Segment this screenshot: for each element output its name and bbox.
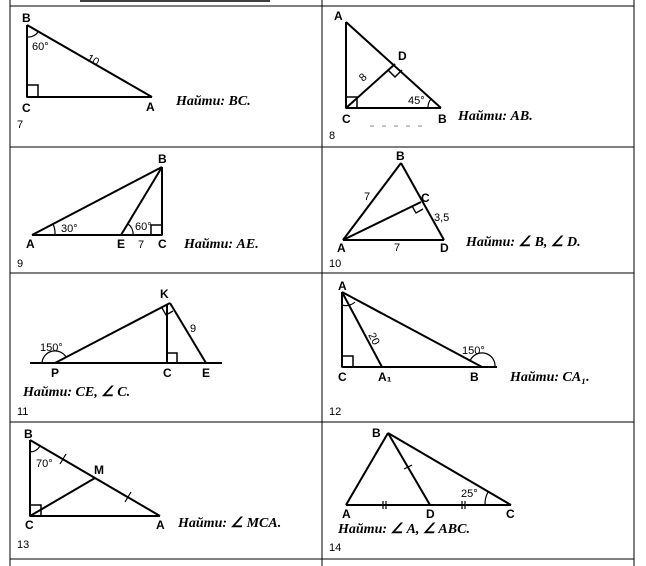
right-angle-mark-c bbox=[167, 353, 177, 363]
problem-number: 11 bbox=[17, 406, 29, 418]
point-label-c: C bbox=[338, 370, 347, 384]
right-angle-mark bbox=[412, 206, 423, 213]
problem-number: 13 bbox=[17, 539, 30, 551]
task-text: Найти: CE, ∠ C. bbox=[23, 385, 131, 400]
segment-length-label: 7 bbox=[138, 239, 145, 251]
task-text: Найти: AE. bbox=[184, 237, 259, 252]
angle-label: 70° bbox=[36, 458, 53, 470]
task-text: Найти: ∠ A, ∠ ABC. bbox=[338, 522, 470, 537]
task-text: Найти: CA₁. bbox=[510, 370, 590, 385]
angle-label: 45° bbox=[408, 95, 425, 107]
problem-8 bbox=[329, 9, 533, 142]
problem-number: 7 bbox=[17, 119, 24, 131]
problem-number: 12 bbox=[329, 406, 342, 418]
side-length-ab: 7 bbox=[364, 191, 371, 203]
angle-arc bbox=[27, 32, 38, 37]
problem-7 bbox=[17, 11, 251, 131]
point-label-c: C bbox=[163, 366, 172, 380]
point-label-c: C bbox=[22, 101, 31, 115]
problem-11 bbox=[17, 287, 222, 418]
right-angle-mark bbox=[342, 356, 353, 367]
point-label-c: C bbox=[506, 507, 515, 521]
right-angle-mark bbox=[27, 85, 38, 97]
task-text: Найти: ∠ B, ∠ D. bbox=[466, 235, 581, 250]
point-label-a: A bbox=[342, 507, 351, 521]
point-label-b: B bbox=[24, 427, 33, 441]
angle-label: 25° bbox=[461, 488, 478, 500]
point-label-a1: A₁ bbox=[378, 370, 392, 384]
problem-number: 10 bbox=[329, 258, 342, 270]
problem-13 bbox=[17, 427, 281, 551]
point-label-b: B bbox=[22, 11, 31, 25]
table-grid bbox=[10, 0, 634, 566]
task-text: Найти: ∠ MCA. bbox=[178, 516, 282, 531]
point-label-a: A bbox=[146, 100, 155, 114]
problem-12 bbox=[329, 279, 590, 418]
point-label-c: C bbox=[421, 191, 430, 205]
point-label-p: P bbox=[51, 366, 60, 380]
angle-arc bbox=[30, 446, 40, 452]
right-angle-mark-d bbox=[388, 70, 402, 77]
angle-arc bbox=[485, 492, 488, 505]
point-label-a: A bbox=[334, 9, 343, 23]
point-label-e: E bbox=[202, 366, 211, 380]
problem-number: 14 bbox=[329, 542, 342, 554]
point-label-c: C bbox=[25, 518, 34, 532]
point-label-b: B bbox=[438, 112, 447, 126]
point-label-c: C bbox=[342, 112, 351, 126]
point-label-k: K bbox=[160, 287, 169, 301]
angle-arc-a bbox=[53, 224, 55, 235]
problem-14 bbox=[329, 426, 515, 554]
problem-9 bbox=[17, 152, 259, 270]
problem-10 bbox=[329, 149, 581, 270]
side-length-label: 9 bbox=[190, 323, 197, 335]
point-label-b: B bbox=[470, 370, 479, 384]
angle-label: 150° bbox=[462, 345, 485, 357]
angle-label: 150° bbox=[40, 342, 63, 354]
point-label-a: A bbox=[338, 279, 347, 293]
angle-label-a: 30° bbox=[61, 223, 78, 235]
problem-number: 9 bbox=[17, 258, 24, 270]
side-length-label: 20 bbox=[365, 330, 382, 348]
side-length-label: 8 bbox=[356, 71, 370, 85]
point-label-b: B bbox=[396, 149, 405, 163]
point-label-a: A bbox=[156, 518, 165, 532]
point-label-d: D bbox=[426, 507, 435, 521]
side-length-label: 10 bbox=[84, 52, 102, 69]
point-label-b: B bbox=[372, 426, 381, 440]
point-label-a: A bbox=[26, 237, 35, 251]
point-label-d: D bbox=[398, 49, 407, 63]
angle-arc-e bbox=[128, 224, 133, 235]
angle-label: 60° bbox=[32, 41, 49, 53]
task-text: Найти: BC. bbox=[176, 94, 251, 109]
problem-number: 8 bbox=[329, 130, 336, 142]
side-length-cd: 3,5 bbox=[434, 212, 450, 224]
point-label-c: C bbox=[158, 237, 167, 251]
point-label-d: D bbox=[440, 241, 449, 255]
point-label-e: E bbox=[117, 237, 126, 251]
task-text: Найти: AB. bbox=[458, 109, 533, 124]
angle-label-e: 60° bbox=[135, 221, 152, 233]
angle-arc bbox=[428, 99, 431, 108]
right-angle-mark bbox=[151, 225, 162, 235]
point-label-a: A bbox=[337, 241, 346, 255]
point-label-b: B bbox=[158, 152, 167, 166]
point-label-m: M bbox=[94, 463, 104, 477]
side-length-ad: 7 bbox=[394, 242, 401, 254]
